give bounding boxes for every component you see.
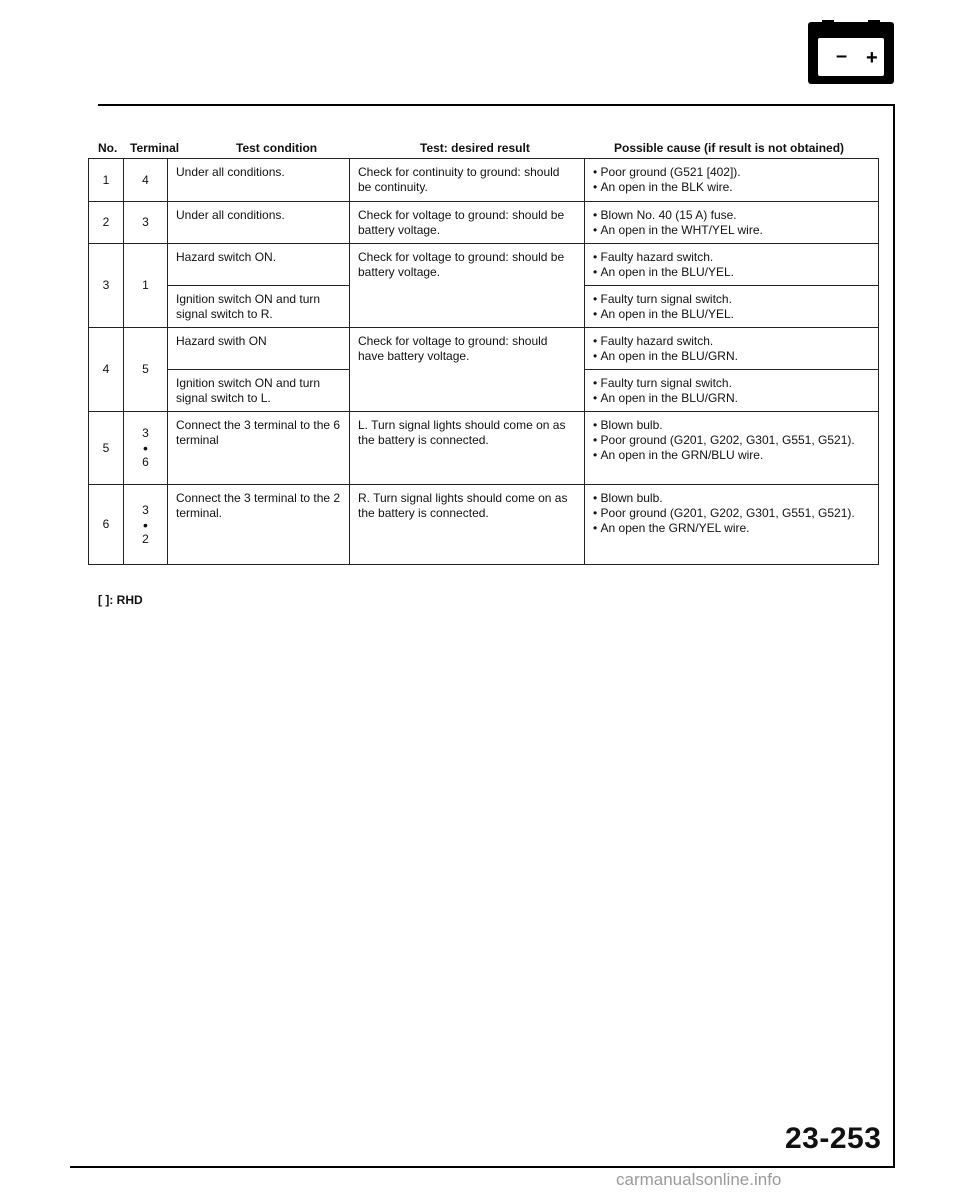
cause-item: • An open the GRN/YEL wire. [593, 521, 870, 536]
header-possible-cause: Possible cause (if result is not obtained) [614, 141, 845, 155]
row-number: 6 [89, 485, 124, 565]
cause-cell [585, 328, 879, 370]
cause-item: • Faulty turn signal switch. [593, 292, 870, 307]
cause-item: • Poor ground (G521 [402]). [593, 165, 870, 180]
terminal-b: 2 [142, 531, 149, 546]
cause-item: • Blown bulb. [593, 491, 870, 506]
cause-item: • Blown No. 40 (15 A) fuse. [593, 208, 870, 223]
result-cell: Check for continuity to ground: should be continuity. [350, 159, 585, 202]
cause-item: • An open in the BLU/GRN. [593, 349, 870, 364]
cause-item: • Faulty hazard switch. [593, 250, 870, 265]
watermark-text: carmanualsonline.info [616, 1170, 782, 1189]
result-cell: Check for voltage to ground: should have battery voltage. [350, 328, 585, 412]
cause-item: • Poor ground (G201, G202, G301, G551, G521). [593, 433, 870, 448]
header-desired-result: Test: desired result [420, 141, 530, 155]
row-number: 3 [89, 244, 124, 328]
result-cell: R. Turn signal lights should come on as the battery is connected. [350, 485, 585, 565]
cause-cell [585, 286, 879, 328]
terminal-a: 3 [142, 426, 149, 440]
battery-icon: – + [808, 22, 894, 84]
row-number: 5 [89, 412, 124, 485]
terminal-b: 6 [142, 455, 149, 469]
cause-item: • An open in the BLK wire. [593, 180, 870, 195]
condition-cell: Under all conditions. [168, 202, 350, 244]
condition-cell: Ignition switch ON and turn signal switch to L. [168, 370, 350, 412]
table-row [89, 244, 879, 286]
cause-item: • Faulty turn signal switch. [593, 376, 870, 391]
terminal-separator: • [143, 516, 148, 533]
terminal-cell [124, 412, 168, 485]
cause-cell [585, 244, 879, 286]
result-cell: Check for voltage to ground: should be battery voltage. [350, 244, 585, 328]
cause-item: • An open in the GRN/BLU wire. [593, 448, 870, 463]
cause-item: • An open in the BLU/YEL. [593, 265, 870, 280]
terminal-cell [124, 485, 168, 565]
terminal-a: 3 [142, 502, 149, 517]
cause-item: • An open in the BLU/GRN. [593, 391, 870, 406]
cause-item: • Poor ground (G201, G202, G301, G551, G521). [593, 506, 870, 521]
terminal-cell: 5 [124, 328, 168, 412]
terminal-cell: 3 [124, 202, 168, 244]
footnote: [ ]: RHD [98, 593, 143, 607]
condition-cell: Hazard switch ON. [168, 244, 350, 286]
page-number: 23-253 [785, 1122, 882, 1155]
cause-cell [585, 412, 879, 485]
header-terminal: Terminal [130, 141, 180, 155]
test-table [88, 158, 879, 565]
terminal-cell: 4 [124, 159, 168, 202]
header-test-condition: Test condition [236, 141, 318, 155]
top-divider [98, 104, 894, 106]
condition-cell: Under all conditions. [168, 159, 350, 202]
table-row [89, 412, 879, 485]
table-row [89, 159, 879, 202]
cause-cell [585, 485, 879, 565]
result-cell: L. Turn signal lights should come on as the battery is connected. [350, 412, 585, 485]
condition-cell: Connect the 3 terminal to the 6 terminal [168, 412, 350, 485]
cause-item: • An open in the WHT/YEL wire. [593, 223, 870, 238]
table-row [89, 202, 879, 244]
cause-cell [585, 202, 879, 244]
condition-cell: Hazard swith ON [168, 328, 350, 370]
table-row [89, 328, 879, 370]
cause-cell [585, 159, 879, 202]
condition-cell: Ignition switch ON and turn signal switch to R. [168, 286, 350, 328]
row-number: 2 [89, 202, 124, 244]
row-number: 1 [89, 159, 124, 202]
cause-cell [585, 370, 879, 412]
terminal-separator: • [143, 440, 148, 456]
table-row [89, 485, 879, 565]
bottom-divider [70, 1166, 895, 1168]
cause-item: • Blown bulb. [593, 418, 870, 433]
result-cell: Check for voltage to ground: should be battery voltage. [350, 202, 585, 244]
header-no: No. [98, 141, 118, 155]
cause-item: • Faulty hazard switch. [593, 334, 870, 349]
terminal-cell: 1 [124, 244, 168, 328]
condition-cell: Connect the 3 terminal to the 2 terminal. [168, 485, 350, 565]
cause-item: • An open in the BLU/YEL. [593, 307, 870, 322]
right-divider [893, 104, 895, 1168]
row-number: 4 [89, 328, 124, 412]
